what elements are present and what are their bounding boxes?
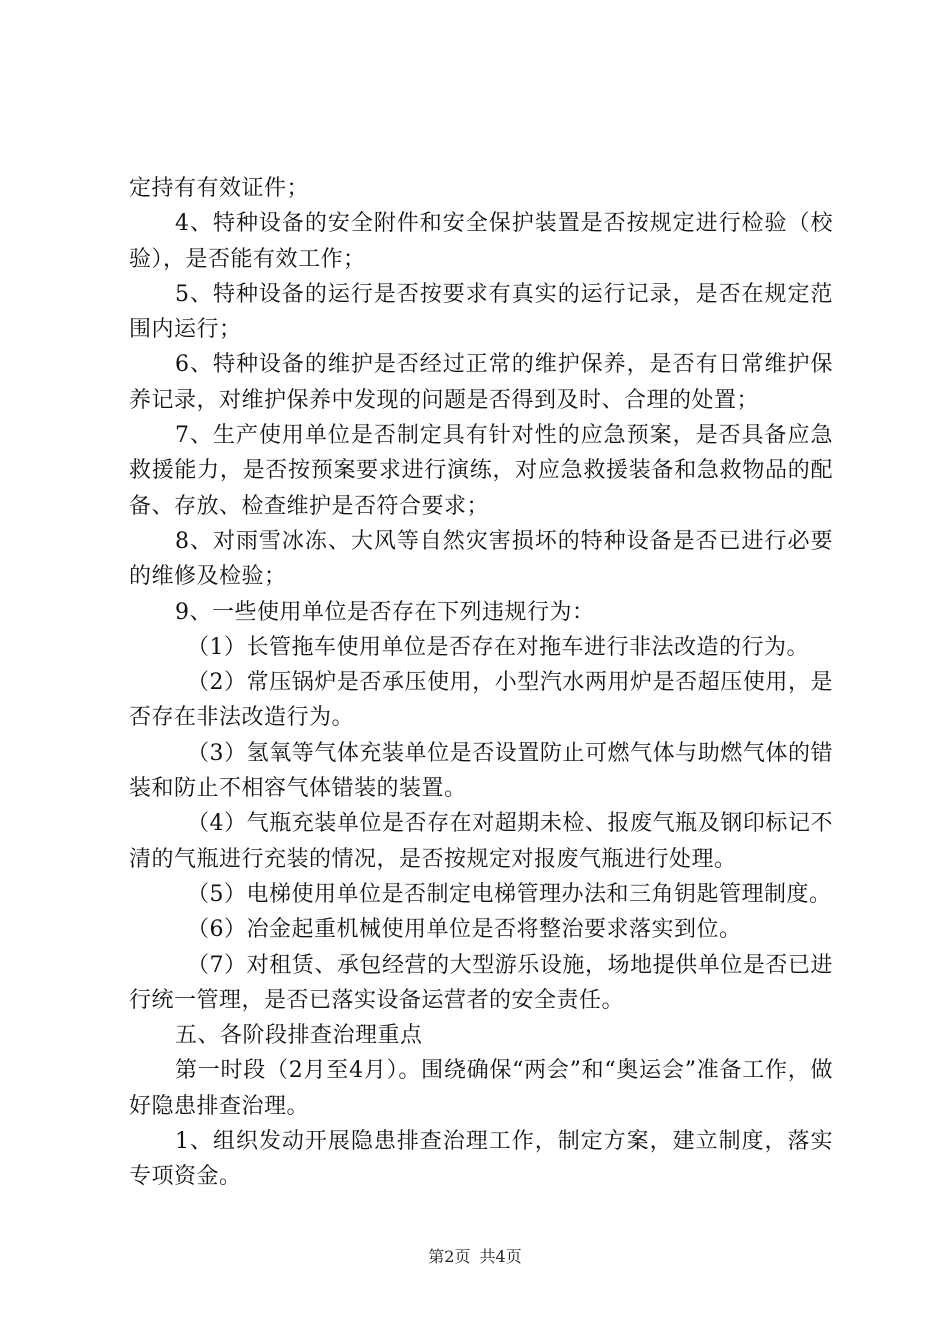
paragraph: 定持有有效证件； xyxy=(129,176,310,201)
list-item: （3）氢氧等气体充装单位是否设置防止可燃气体与助燃气体的错装和防止不相容气体错装的装置。 xyxy=(129,740,833,802)
paragraph: 第一时段（2月至4月）。围绕确保“两会”和“奥运会”准备工作，做好隐患排查治理。 xyxy=(129,1058,834,1119)
paragraph: 6、特种设备的维护是否经过正常的维护保养，是否有日常维护保养记录，对维护保养中发现的问题是否得到及时、合理的处置； xyxy=(129,352,833,413)
paragraph: 7、生产使用单位是否制定具有针对性的应急预案，是否具备应急救援能力，是否按预案要求进行演练，对应急救援装备和急救物品的配备、存放、检查维护是否符合要求； xyxy=(129,423,833,519)
section-heading: 五、各阶段排查治理重点 xyxy=(175,1023,423,1049)
list-item: （2）常压锅炉是否承压使用，小型汽水两用炉是否超压使用，是否存在非法改造行为。 xyxy=(129,670,833,731)
paragraph: 4、特种设备的安全附件和安全保护装置是否按规定进行检验（校验），是否能有效工作； xyxy=(129,211,833,272)
page-footer xyxy=(0,1244,950,1267)
list-item: （1）长管拖车使用单位是否存在对拖车进行非法改造的行为。 xyxy=(187,634,809,660)
list-item: （7）对租赁、承包经营的大型游乐设施，场地提供单位是否已进行统一管理，是否已落实设备运营者的安全责任。 xyxy=(129,952,833,1013)
paragraph: 5、特种设备的运行是否按要求有真实的运行记录，是否在规定范围内运行； xyxy=(129,281,833,343)
page-number: 第2页 xyxy=(428,1247,471,1266)
paragraph: 9、一些使用单位是否存在下列违规行为： xyxy=(175,599,595,625)
paragraph: 8、对雨雪冰冻、大风等自然灾害损坏的特种设备是否已进行必要的维修及检验； xyxy=(129,528,833,590)
page-total: 共4页 xyxy=(479,1247,522,1266)
list-item: （4）气瓶充装单位是否存在对超期未检、报废气瓶及钢印标记不清的气瓶进行充装的情况，是否按规定对报废气瓶进行处理。 xyxy=(129,811,833,872)
document-body xyxy=(129,171,833,1195)
list-item: （5）电梯使用单位是否制定电梯管理办法和三角钥匙管理制度。 xyxy=(187,881,832,907)
paragraph: 1、组织发动开展隐患排查治理工作，制定方案，建立制度，落实专项资金。 xyxy=(129,1129,833,1190)
list-item: （6）冶金起重机械使用单位是否将整治要求落实到位。 xyxy=(187,917,742,943)
